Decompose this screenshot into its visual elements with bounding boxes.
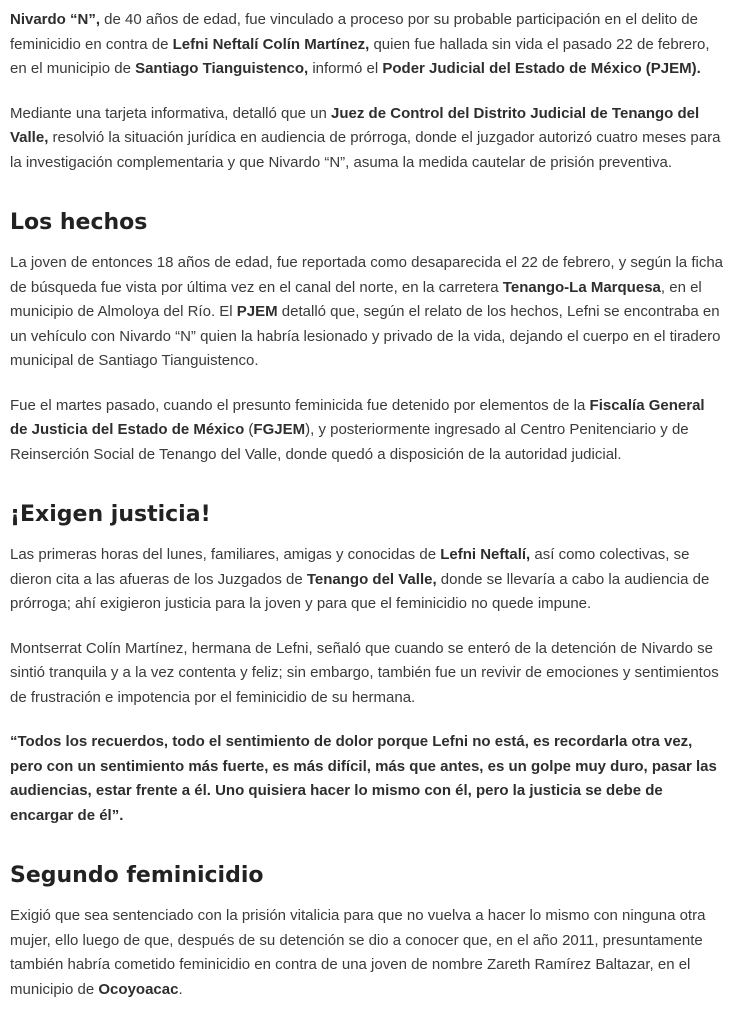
text-span: de 40 años de edad, fue vinculado a proceso por su probable participación en el delito de feminicidio en contra de (10, 11, 698, 53)
text-span: resolvió la situación jurídica en audiencia de prórroga, donde el juzgador autorizó cuatro meses para la investigación complementaria y que Nivardo “N”, asuma la medida cautelar de prisión preventiva. (10, 129, 721, 171)
text-span: donde se llevaría a cabo la audiencia de prórroga; ahí exigieron justicia para la joven y para que el feminicidio no quede impune. (10, 570, 710, 612)
text-span: así como colectivas, se dieron cita a las afueras de los Juzgados de (10, 546, 690, 588)
heading-los-hechos: Los hechos (10, 210, 148, 235)
paragraph-detencion (10, 394, 726, 468)
article-body (10, 8, 726, 1022)
heading-segundo-feminicidio: Segundo feminicidio (10, 863, 264, 888)
text-span: quien fue hallada sin vida el pasado 22 de febrero, en el municipio de (10, 35, 710, 77)
bold-lefni: Lefni Neftalí, (440, 546, 531, 563)
text-span: Exigió que sea sentenciado con la prisión vitalicia para que no vuelva a hacer lo mismo con ninguna otra mujer, ello luego de que, después de su detención se dio a conocer que, en el año 2011, presuntamente también habría cometido feminicidio en contra de una joven de nombre Zareth Ramírez Baltazar, en el municipio de (10, 907, 706, 998)
paragraph-segundo (10, 904, 726, 1002)
text-span: detalló que, según el relato de los hechos, Lefni se encontraba en un vehículo con Nivardo “N” quien la habría lesionado y privado de la vida, dejando el cuerpo en el tiradero municipal de Santiago Tianguistenco. (10, 303, 721, 369)
quote-hermana: “Todos los recuerdos, todo el sentimiento de dolor porque Lefni no está, es recordarla otra vez, pero con un sentimiento más fuerte, es más difícil, más que antes, es un golpe muy duro, pasar las audiencias, estar frente a él. Uno quisiera hacer lo mismo con él, pero la justicia se debe de encargar de él”. (10, 733, 717, 824)
bold-juez: Juez de Control del Distrito Judicial de Tenango del Valle, (10, 104, 700, 146)
paragraph-vinculacion (10, 8, 726, 82)
text-span: La joven de entonces 18 años de edad, fue reportada como desaparecida el 22 de febrero, y según la ficha de búsqueda fue vista por última vez en el canal del norte, en la carretera (10, 254, 723, 296)
text-span: Fue el martes pasado, cuando el presunto feminicida fue detenido por elementos de la (10, 396, 590, 414)
bold-tenango: Tenango del Valle, (306, 570, 437, 588)
text-span: informó el (308, 60, 383, 77)
text-span: . (178, 980, 183, 998)
text-span: Las primeras horas del lunes, familiares, amigas y conocidas de (10, 546, 441, 563)
bold-ocoyoacac: Ocoyoacac (98, 980, 179, 998)
paragraph-familiares (10, 543, 726, 617)
heading-exigen-justicia: ¡Exigen justicia! (10, 502, 211, 527)
paragraph-desaparicion (10, 251, 726, 374)
bold-pjem: Poder Judicial del Estado de México (PJEM). (382, 60, 701, 77)
bold-fgjem: FGJEM (253, 421, 306, 438)
text-span: , en el municipio de Almoloya del Río. El (10, 278, 702, 320)
bold-carretera: Tenango-La Marquesa (502, 278, 661, 296)
text-span: Mediante una tarjeta informativa, detalló que un (10, 104, 332, 122)
paragraph-tarjeta (10, 102, 726, 176)
bold-victim-name: Lefni Neftalí Colín Martínez, (172, 35, 370, 53)
bold-fiscalia: Fiscalía General de Justicia del Estado de México (10, 396, 705, 438)
text-span: ), y posteriormente ingresado al Centro Penitenciario y de Reinserción Social de Tenango del Valle, donde quedó a disposición de la autoridad judicial. (10, 421, 689, 463)
text-span: ( (244, 421, 254, 438)
paragraph-hermana: Montserrat Colín Martínez, hermana de Lefni, señaló que cuando se enteró de la detención de Nivardo se sintió tranquila y a la vez contenta y feliz; sin embargo, también fue un revivir de emociones y sentimientos de frustración e impotencia por el feminicidio de su hermana. (10, 639, 719, 706)
bold-municipality: Santiago Tianguistenco, (135, 60, 309, 77)
bold-pjem: PJEM (236, 303, 278, 320)
bold-nivardo: Nivardo “N”, (10, 11, 101, 28)
